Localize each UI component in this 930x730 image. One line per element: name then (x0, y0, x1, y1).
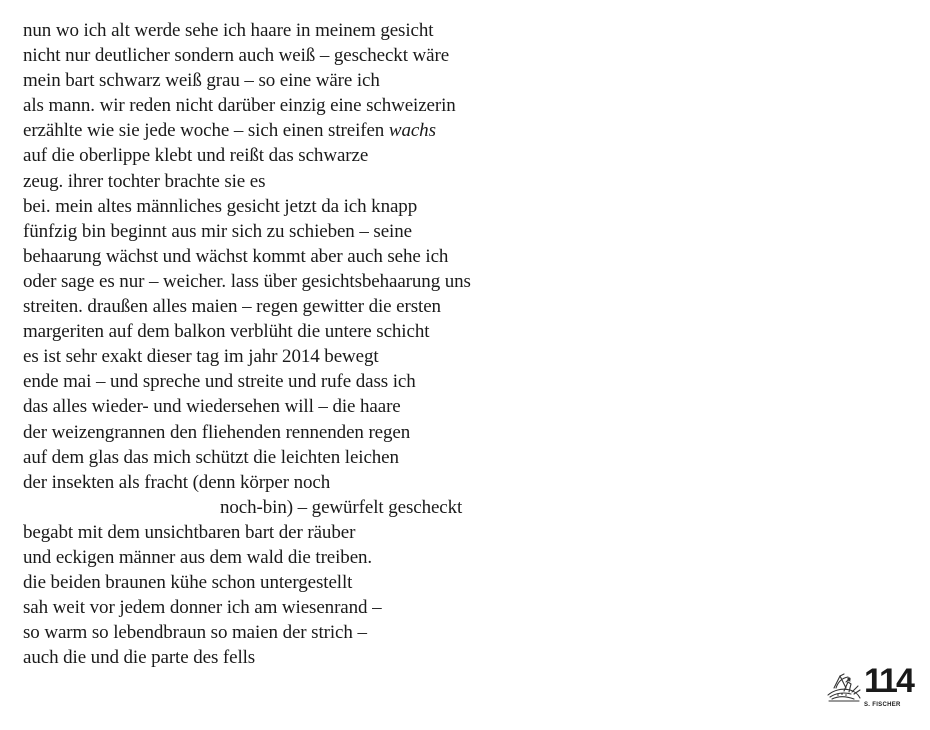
poem-line: nun wo ich alt werde sehe ich haare in meinem gesicht (23, 20, 434, 41)
poem-line: margeriten auf dem balkon verblüht die untere schicht (23, 321, 430, 343)
poem-line: bei. mein altes männliches gesicht jetzt da ich knapp (23, 195, 418, 217)
poem-line: fünfzig bin beginnt aus mir sich zu schieben – seine (23, 220, 412, 242)
poem-line: behaarung wächst und wächst kommt aber auch sehe ich (23, 245, 449, 267)
poem-line: auf dem glas das mich schützt die leichten leichen (23, 446, 399, 468)
poem-line: das alles wieder- und wiedersehen will – die haare (23, 396, 401, 418)
poem-line: der insekten als fracht (denn körper noch (23, 471, 331, 493)
poem-line: zeug. ihrer tochter brachte sie es (23, 170, 266, 192)
poem-line: der weizengrannen den fliehenden rennenden regen (23, 421, 411, 443)
poem-line: sah weit vor jedem donner ich am wiesenrand – (23, 597, 382, 619)
italic-word: wachs (388, 120, 436, 142)
poem-line: ende mai – und spreche und streite und rufe dass ich (23, 371, 416, 393)
poem-line: als mann. wir reden nicht darüber einzig eine schweizerin (23, 95, 456, 117)
poem-line: auch die und die parte des fells (23, 647, 256, 669)
poem-line: nicht nur deutlicher sondern auch weiß – gescheckt wäre (23, 45, 450, 67)
poem-line (23, 118, 471, 143)
poem-line: es ist sehr exakt dieser tag im jahr 2014 bewegt (23, 346, 379, 368)
poem-line-text: erzählte wie sie jede woche – sich einen streifen (23, 120, 385, 142)
poem-line: und eckigen männer aus dem wald die treiben. (23, 546, 373, 568)
poem-text (23, 18, 471, 670)
poem-line: begabt mit dem unsichtbaren bart der räuber (23, 521, 356, 543)
poem-line: die beiden braunen kühe schon untergestellt (23, 572, 353, 594)
fischer-logo-icon (824, 668, 864, 704)
publisher-name: S. FISCHER (864, 702, 901, 708)
page-number: 114 (864, 662, 913, 700)
poem-line-indented: noch-bin) – gewürfelt gescheckt (220, 496, 463, 518)
poem-line: mein bart schwarz weiß grau – so eine wäre ich (23, 70, 380, 92)
poem-line: so warm so lebendbraun so maien der strich – (23, 622, 367, 644)
poem-line: streiten. draußen alles maien – regen gewitter die ersten (23, 296, 441, 318)
page-footer (824, 662, 914, 712)
poem-line: auf die oberlippe klebt und reißt das schwarze (23, 145, 369, 167)
poem-line: oder sage es nur – weicher. lass über gesichtsbehaarung uns (23, 270, 471, 292)
